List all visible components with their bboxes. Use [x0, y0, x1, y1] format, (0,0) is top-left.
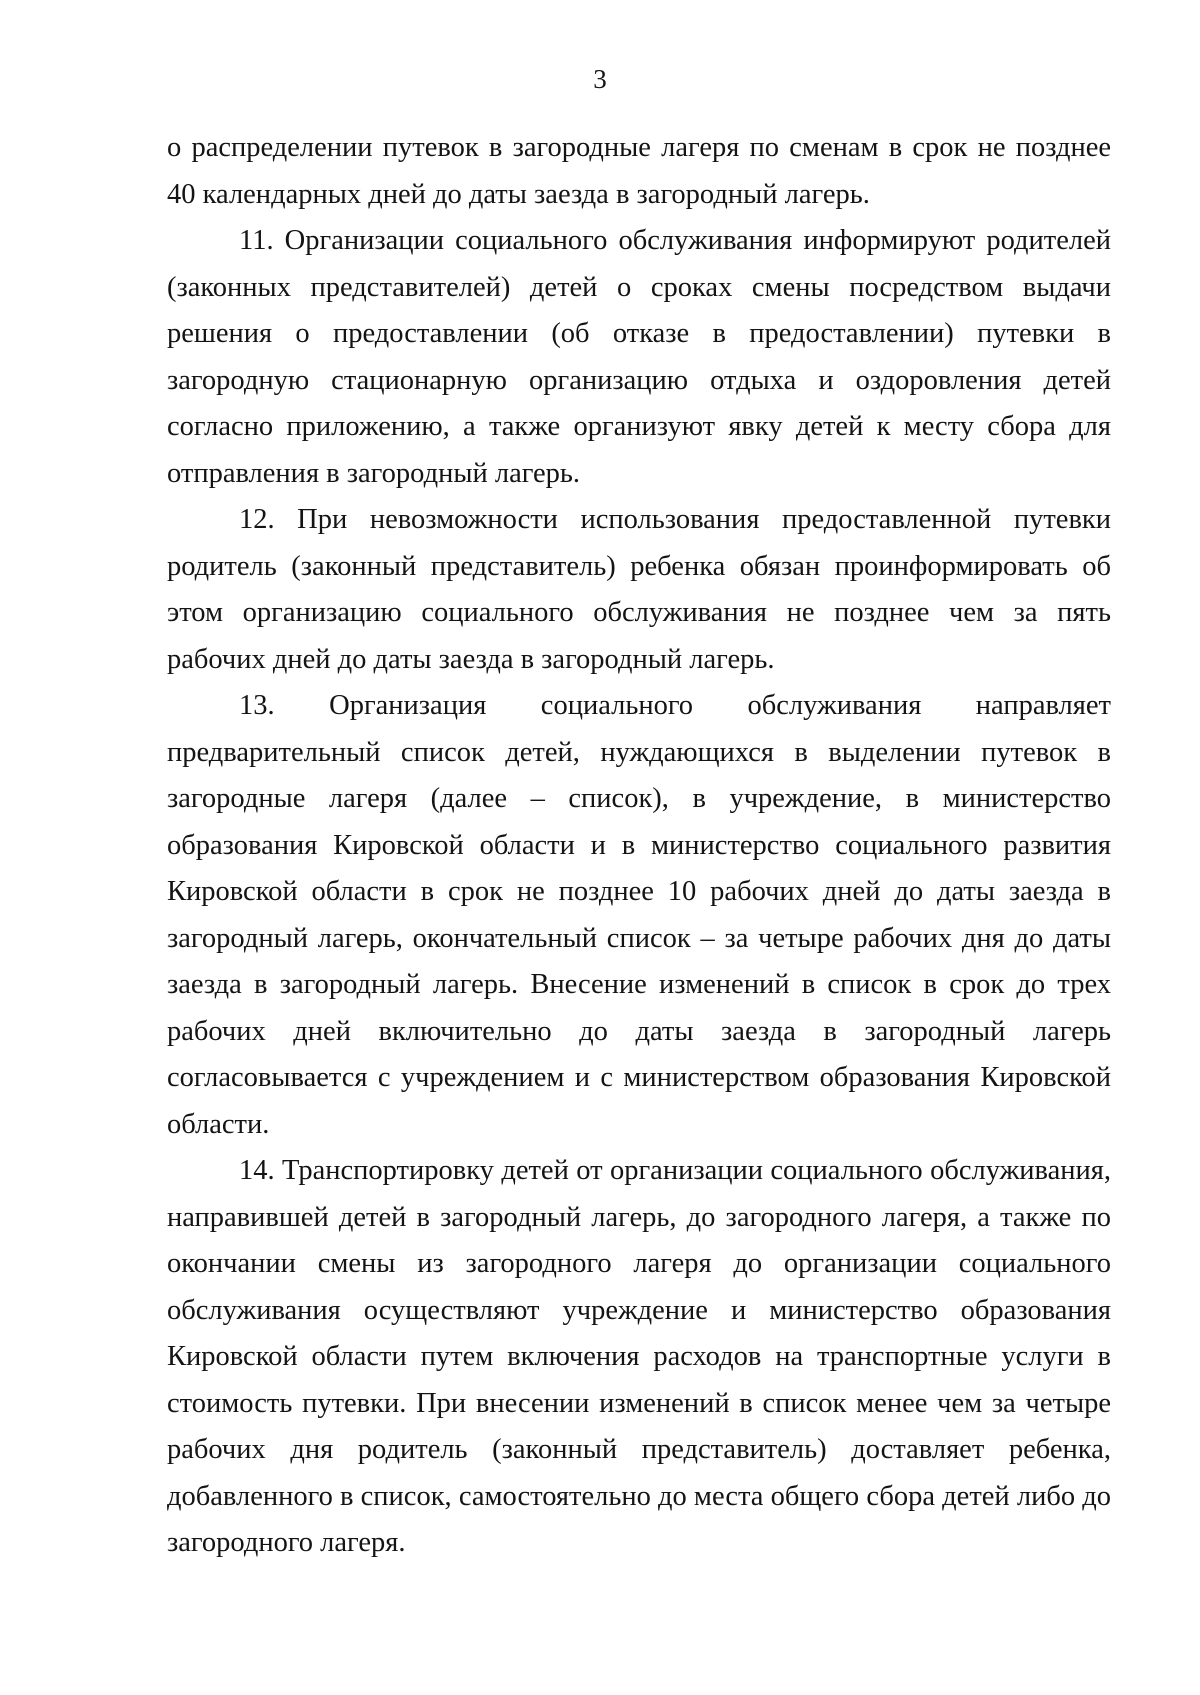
paragraph-12: 12. При невозможности использования предоставленной путевки родитель (законный представитель) ребенка обязан проинформировать об этом организацию социального обслуживания не позднее чем за пять рабочих дней до даты заезда в загородный лагерь.: [167, 504, 1111, 675]
paragraph-continuation: о распределении путевок в загородные лагеря по сменам в срок не позднее 40 календарных дней до даты заезда в загородный лагерь.: [167, 132, 1111, 210]
paragraph-13: 13. Организация социального обслуживания направляет предварительный список детей, нуждающихся в выделении путевок в загородные лагеря (далее – список), в учреждение, в министерство образования Кировской области и в министерство социального развития Кировской области в срок не позднее 10 рабочих дней до даты заезда в загородный лагерь, окончательный список – за четыре рабочих дня до даты заезда в загородный лагерь. Внесение изменений в список в срок до трех рабочих дней включительно до даты заезда в загородный лагерь согласовывается с учреждением и с министерством образования Кировской области.: [167, 690, 1111, 1140]
document-body: [167, 125, 1111, 1567]
page-number: 3: [593, 64, 607, 94]
paragraph-14: 14. Транспортировку детей от организации социального обслуживания, направившей детей в загородный лагерь, до загородного лагеря, а также по окончании смены из загородного лагеря до организации социального обслуживания осуществляют учреждение и министерство образования Кировской области путем включения расходов на транспортные услуги в стоимость путевки. При внесении изменений в список менее чем за четыре рабочих дня родитель (законный представитель) доставляет ребенка, добавленного в список, самостоятельно до места общего сбора детей либо до загородного лагеря.: [167, 1155, 1111, 1558]
paragraph-11: 11. Организации социального обслуживания информируют родителей (законных представителей) детей о сроках смены посредством выдачи решения о предоставлении (об отказе в предоставлении) путевки в загородную стационарную организацию отдыха и оздоровления детей согласно приложению, а также организуют явку детей к месту сбора для отправления в загородный лагерь.: [167, 225, 1111, 489]
